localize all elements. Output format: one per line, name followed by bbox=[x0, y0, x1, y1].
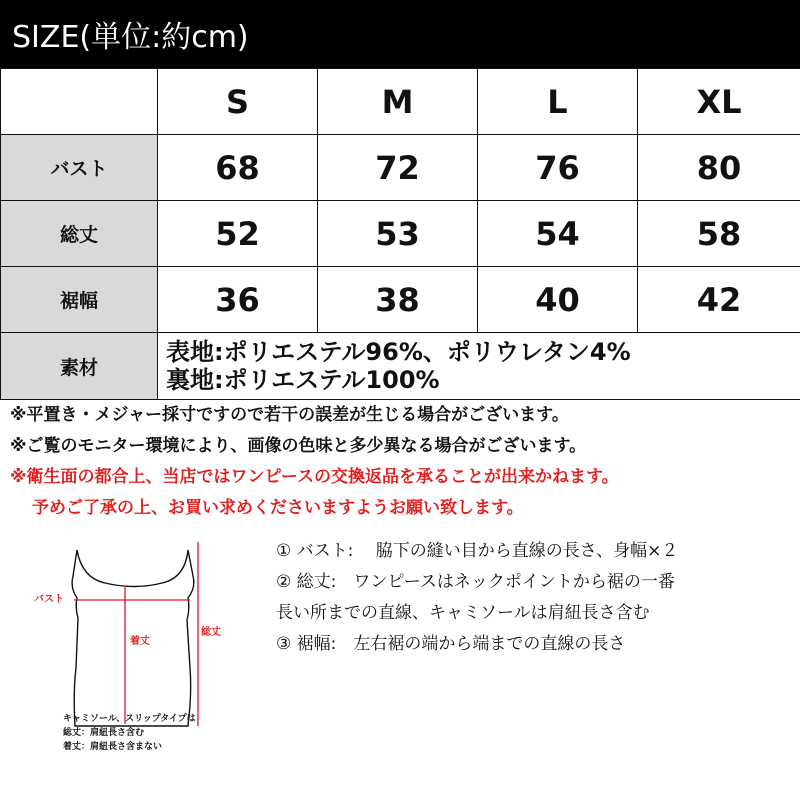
hem-l: 40 bbox=[478, 267, 638, 333]
hem-s: 36 bbox=[158, 267, 318, 333]
bust-l: 76 bbox=[478, 135, 638, 201]
length-l: 54 bbox=[478, 201, 638, 267]
definition-total-length: ② 総丈: ワンピースはネックポイントから裾の一番 bbox=[276, 572, 675, 592]
definition-total-length-cont: 長い所までの直線、キャミソールは肩紐長さ含む bbox=[276, 603, 650, 623]
note-hygiene: ※衛生面の都合上、当店ではワンピースの交換返品を承ることが出来かねます。 bbox=[10, 467, 619, 487]
size-m-header: M bbox=[318, 69, 478, 135]
bust-xl: 80 bbox=[638, 135, 800, 201]
material-cell bbox=[158, 333, 800, 400]
corner-cell bbox=[1, 69, 158, 135]
row-label-material: 素材 bbox=[1, 333, 158, 400]
length-m: 53 bbox=[318, 201, 478, 267]
notes bbox=[10, 400, 619, 524]
definition-hem: ③ 裾幅: 左右裾の端から端までの直線の長さ bbox=[276, 634, 626, 654]
diagram-label-sou: 総丈 bbox=[201, 627, 221, 638]
diagram-note-line: キャミソール、スリップタイプは bbox=[63, 714, 196, 724]
bust-s: 68 bbox=[158, 135, 318, 201]
diagram-label-chaku: 着丈 bbox=[130, 636, 150, 647]
table-row-length bbox=[1, 201, 800, 267]
length-xl: 58 bbox=[638, 201, 800, 267]
note-acknowledge: 予めご了承の上、お買い求めくださいますようお願い致します。 bbox=[32, 498, 524, 518]
material-line-lining: 裏地:ポリエステル100% bbox=[166, 366, 440, 394]
size-xl-header: XL bbox=[638, 69, 800, 135]
diagram-label-bust: バスト bbox=[34, 594, 64, 605]
diagram-note bbox=[63, 712, 196, 754]
size-s-header: S bbox=[158, 69, 318, 135]
diagram-note-line: 総丈：肩紐長さ含む bbox=[63, 728, 145, 738]
table-row-bust bbox=[1, 135, 800, 201]
material-line-outer: 表地:ポリエステル96%、ポリウレタン4% bbox=[166, 338, 631, 366]
table-row-material bbox=[1, 333, 800, 400]
bust-m: 72 bbox=[318, 135, 478, 201]
note-measurement: ※平置き・メジャー採寸ですので若干の誤差が生じる場合がございます。 bbox=[10, 405, 569, 425]
hem-m: 38 bbox=[318, 267, 478, 333]
row-label-bust: バスト bbox=[1, 135, 158, 201]
diagram-note-line: 着丈：肩紐長さ含まない bbox=[63, 742, 163, 752]
header-title: SIZE(単位:約cm) bbox=[12, 20, 249, 55]
measurement-definitions bbox=[276, 536, 678, 660]
size-table-header bbox=[0, 0, 800, 68]
length-s: 52 bbox=[158, 201, 318, 267]
row-label-hem: 裾幅 bbox=[1, 267, 158, 333]
size-header-row bbox=[1, 69, 800, 135]
table-row-hem bbox=[1, 267, 800, 333]
note-monitor: ※ご覧のモニター環境により、画像の色味と多少異なる場合がございます。 bbox=[10, 436, 587, 456]
size-table bbox=[0, 68, 800, 400]
definition-bust: ① バスト: 脇下の縫い目から直線の長さ、身幅×２ bbox=[276, 541, 679, 561]
hem-xl: 42 bbox=[638, 267, 800, 333]
size-l-header: L bbox=[478, 69, 638, 135]
row-label-length: 総丈 bbox=[1, 201, 158, 267]
